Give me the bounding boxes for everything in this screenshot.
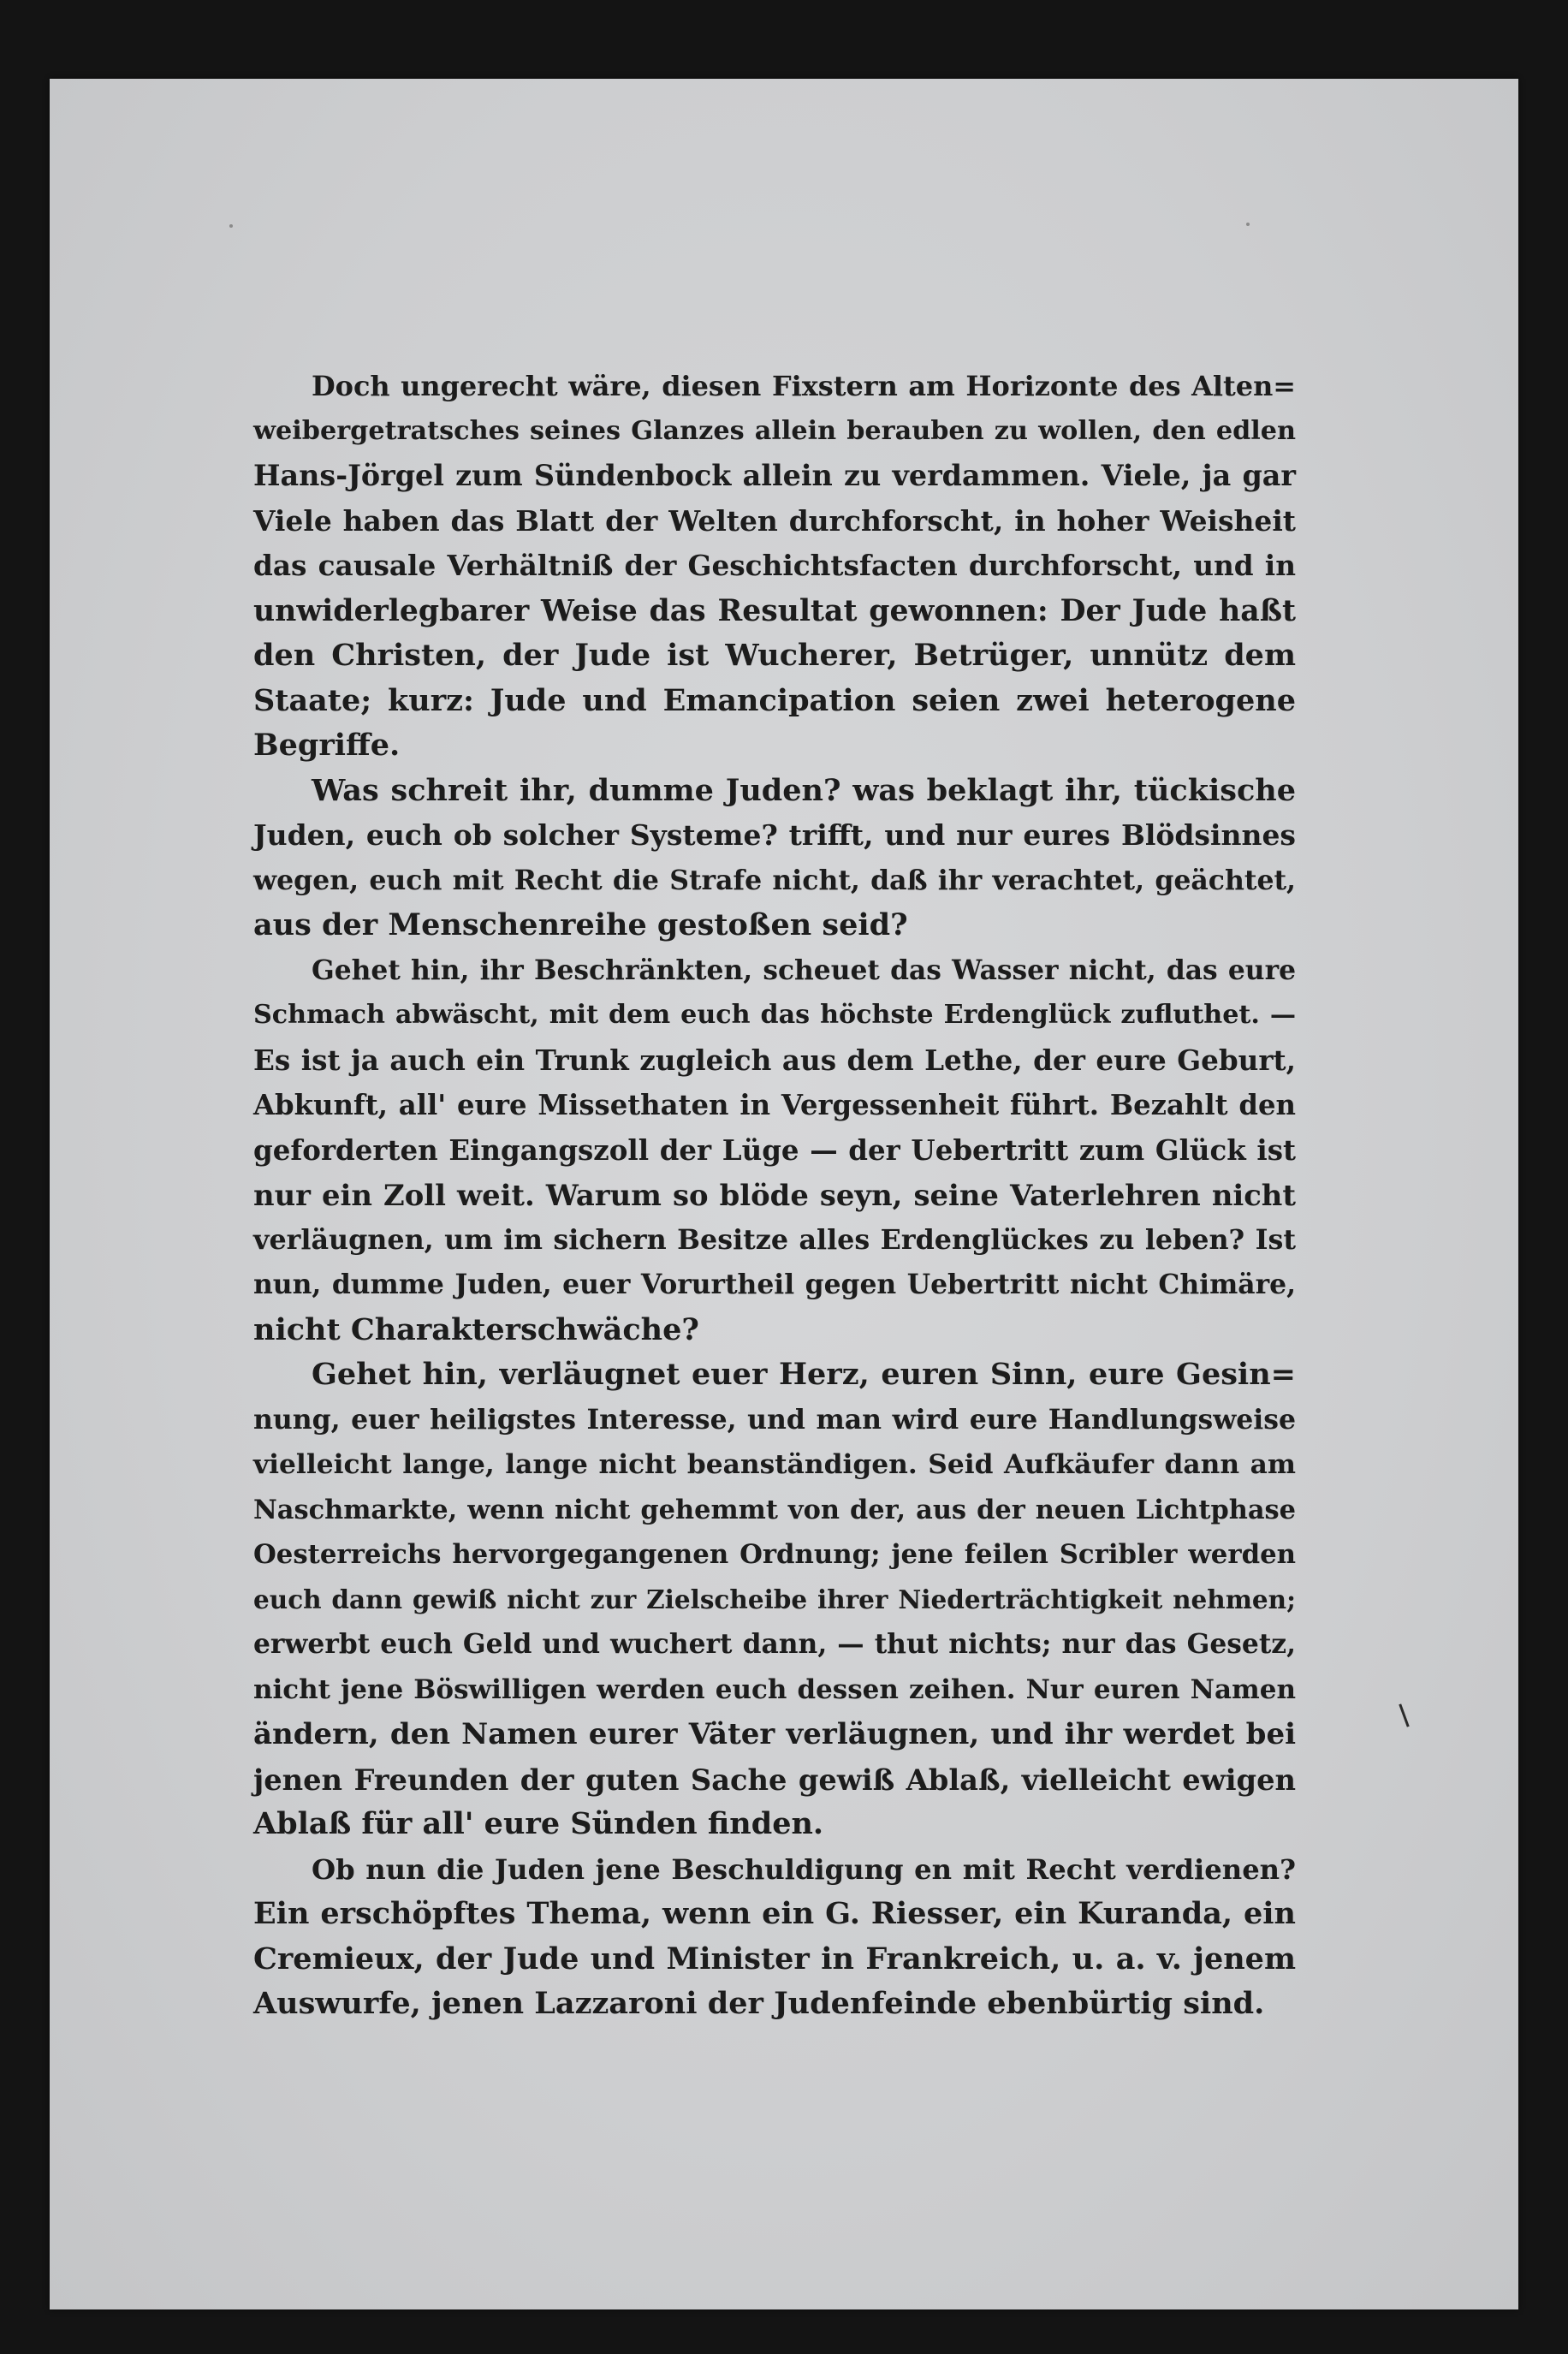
text-line: Ein erschöpftes Thema, wenn ein G. Riesser, ein Kuranda, ein	[253, 1896, 1296, 1931]
text-line: Abkunft, all' eure Missethaten in Vergessenheit führt. Bezahlt den	[253, 1089, 1296, 1121]
text-line: vielleicht lange, lange nicht beanständigen. Seid Aufkäufer dann am	[253, 1449, 1296, 1480]
paragraph-3	[253, 948, 1296, 1353]
text-line: Cremieux, der Jude und Minister in Frankreich, u. a. v. jenem	[253, 1941, 1296, 1977]
text-line: aus der Menschenreihe gestoßen seid?	[253, 907, 908, 942]
paragraph-2	[253, 769, 1296, 948]
text-line: Ablaß für all' eure Sünden finden.	[253, 1806, 824, 1841]
text-line: unwiderlegbarer Weise das Resultat gewonnen: Der Jude haßt	[253, 592, 1296, 628]
text-line: nun, dumme Juden, euer Vorurtheil gegen Uebertritt nicht Chimäre,	[253, 1269, 1296, 1300]
text-line: das causale Verhältniß der Geschichtsfacten durchforscht, und in	[253, 549, 1296, 582]
speck-mark	[229, 224, 233, 228]
scanned-page	[50, 79, 1518, 2309]
text-line: Doch ungerecht wäre, diesen Fixstern am Horizonte des Alten=	[312, 370, 1296, 402]
text-line: wegen, euch mit Recht die Strafe nicht, daß ihr verachtet, geächtet,	[253, 864, 1296, 896]
text-line: Gehet hin, verläugnet euer Herz, euren Sinn, eure Gesin=	[312, 1357, 1296, 1392]
text-line: Staate; kurz: Jude und Emancipation seien zwei heterogene	[253, 682, 1296, 718]
text-line: Was schreit ihr, dumme Juden? was beklagt ihr, tückische	[312, 772, 1296, 808]
text-line: Begriffe.	[253, 728, 401, 763]
text-line: Gehet hin, ihr Beschränkten, scheuet das Wasser nicht, das eure	[312, 954, 1296, 986]
text-line: Viele haben das Blatt der Welten durchforscht, in hoher Weisheit	[253, 503, 1296, 538]
paragraph-4	[253, 1352, 1296, 1847]
text-line: Oesterreichs hervorgegangenen Ordnung; jene feilen Scribler werden	[253, 1539, 1296, 1570]
text-line: nung, euer heiligstes Interesse, und man wird eure Handlungsweise	[253, 1403, 1296, 1436]
body-text	[253, 364, 1296, 2027]
text-line: ändern, den Namen eurer Väter verläugnen, und ihr werdet bei	[253, 1717, 1296, 1751]
text-line: verläugnen, um im sichern Besitze alles Erdenglückes zu leben? Ist	[253, 1223, 1296, 1256]
text-line: nicht Charakterschwäche?	[253, 1311, 699, 1347]
text-line: Ob nun die Juden jene Beschuldigung en mit Recht verdienen?	[312, 1852, 1296, 1886]
text-line: Es ist ja auch ein Trunk zugleich aus dem Lethe, der eure Geburt,	[253, 1043, 1296, 1077]
text-line: Hans-Jörgel zum Sündenbock allein zu verdammen. Viele, ja gar	[253, 459, 1296, 492]
text-line: erwerbt euch Geld und wuchert dann, — thut nichts; nur das Gesetz,	[253, 1629, 1296, 1660]
paragraph-5	[253, 1847, 1296, 2027]
text-line: jenen Freunden der guten Sache gewiß Ablaß, vielleicht ewigen	[253, 1762, 1296, 1797]
text-line: euch dann gewiß nicht zur Zielscheibe ihrer Niederträchtigkeit nehmen;	[253, 1584, 1296, 1614]
text-line: weibergetratsches seines Glanzes allein berauben zu wollen, den edlen	[253, 415, 1296, 446]
text-line: nicht jene Böswilligen werden euch dessen zeihen. Nur euren Namen	[253, 1673, 1296, 1705]
text-line: geforderten Eingangszoll der Lüge — der Uebertritt zum Glück ist	[253, 1133, 1296, 1167]
text-line: Schmach abwäscht, mit dem euch das höchste Erdenglück zufluthet. —	[253, 1000, 1296, 1030]
paragraph-1	[253, 364, 1296, 769]
text-line: Naschmarkte, wenn nicht gehemmt von der, aus der neuen Lichtphase	[253, 1494, 1296, 1525]
ink-mark	[1399, 1703, 1409, 1727]
text-line: Juden, euch ob solcher Systeme? trifft, und nur eures Blödsinnes	[253, 818, 1296, 852]
text-line: nur ein Zoll weit. Warum so blöde seyn, seine Vaterlehren nicht	[253, 1178, 1296, 1212]
text-line: Auswurfe, jenen Lazzaroni der Judenfeinde ebenbürtig sind.	[253, 1986, 1265, 2021]
text-line: den Christen, der Jude ist Wucherer, Betrüger, unnütz dem	[253, 638, 1296, 673]
speck-mark	[1246, 223, 1250, 226]
